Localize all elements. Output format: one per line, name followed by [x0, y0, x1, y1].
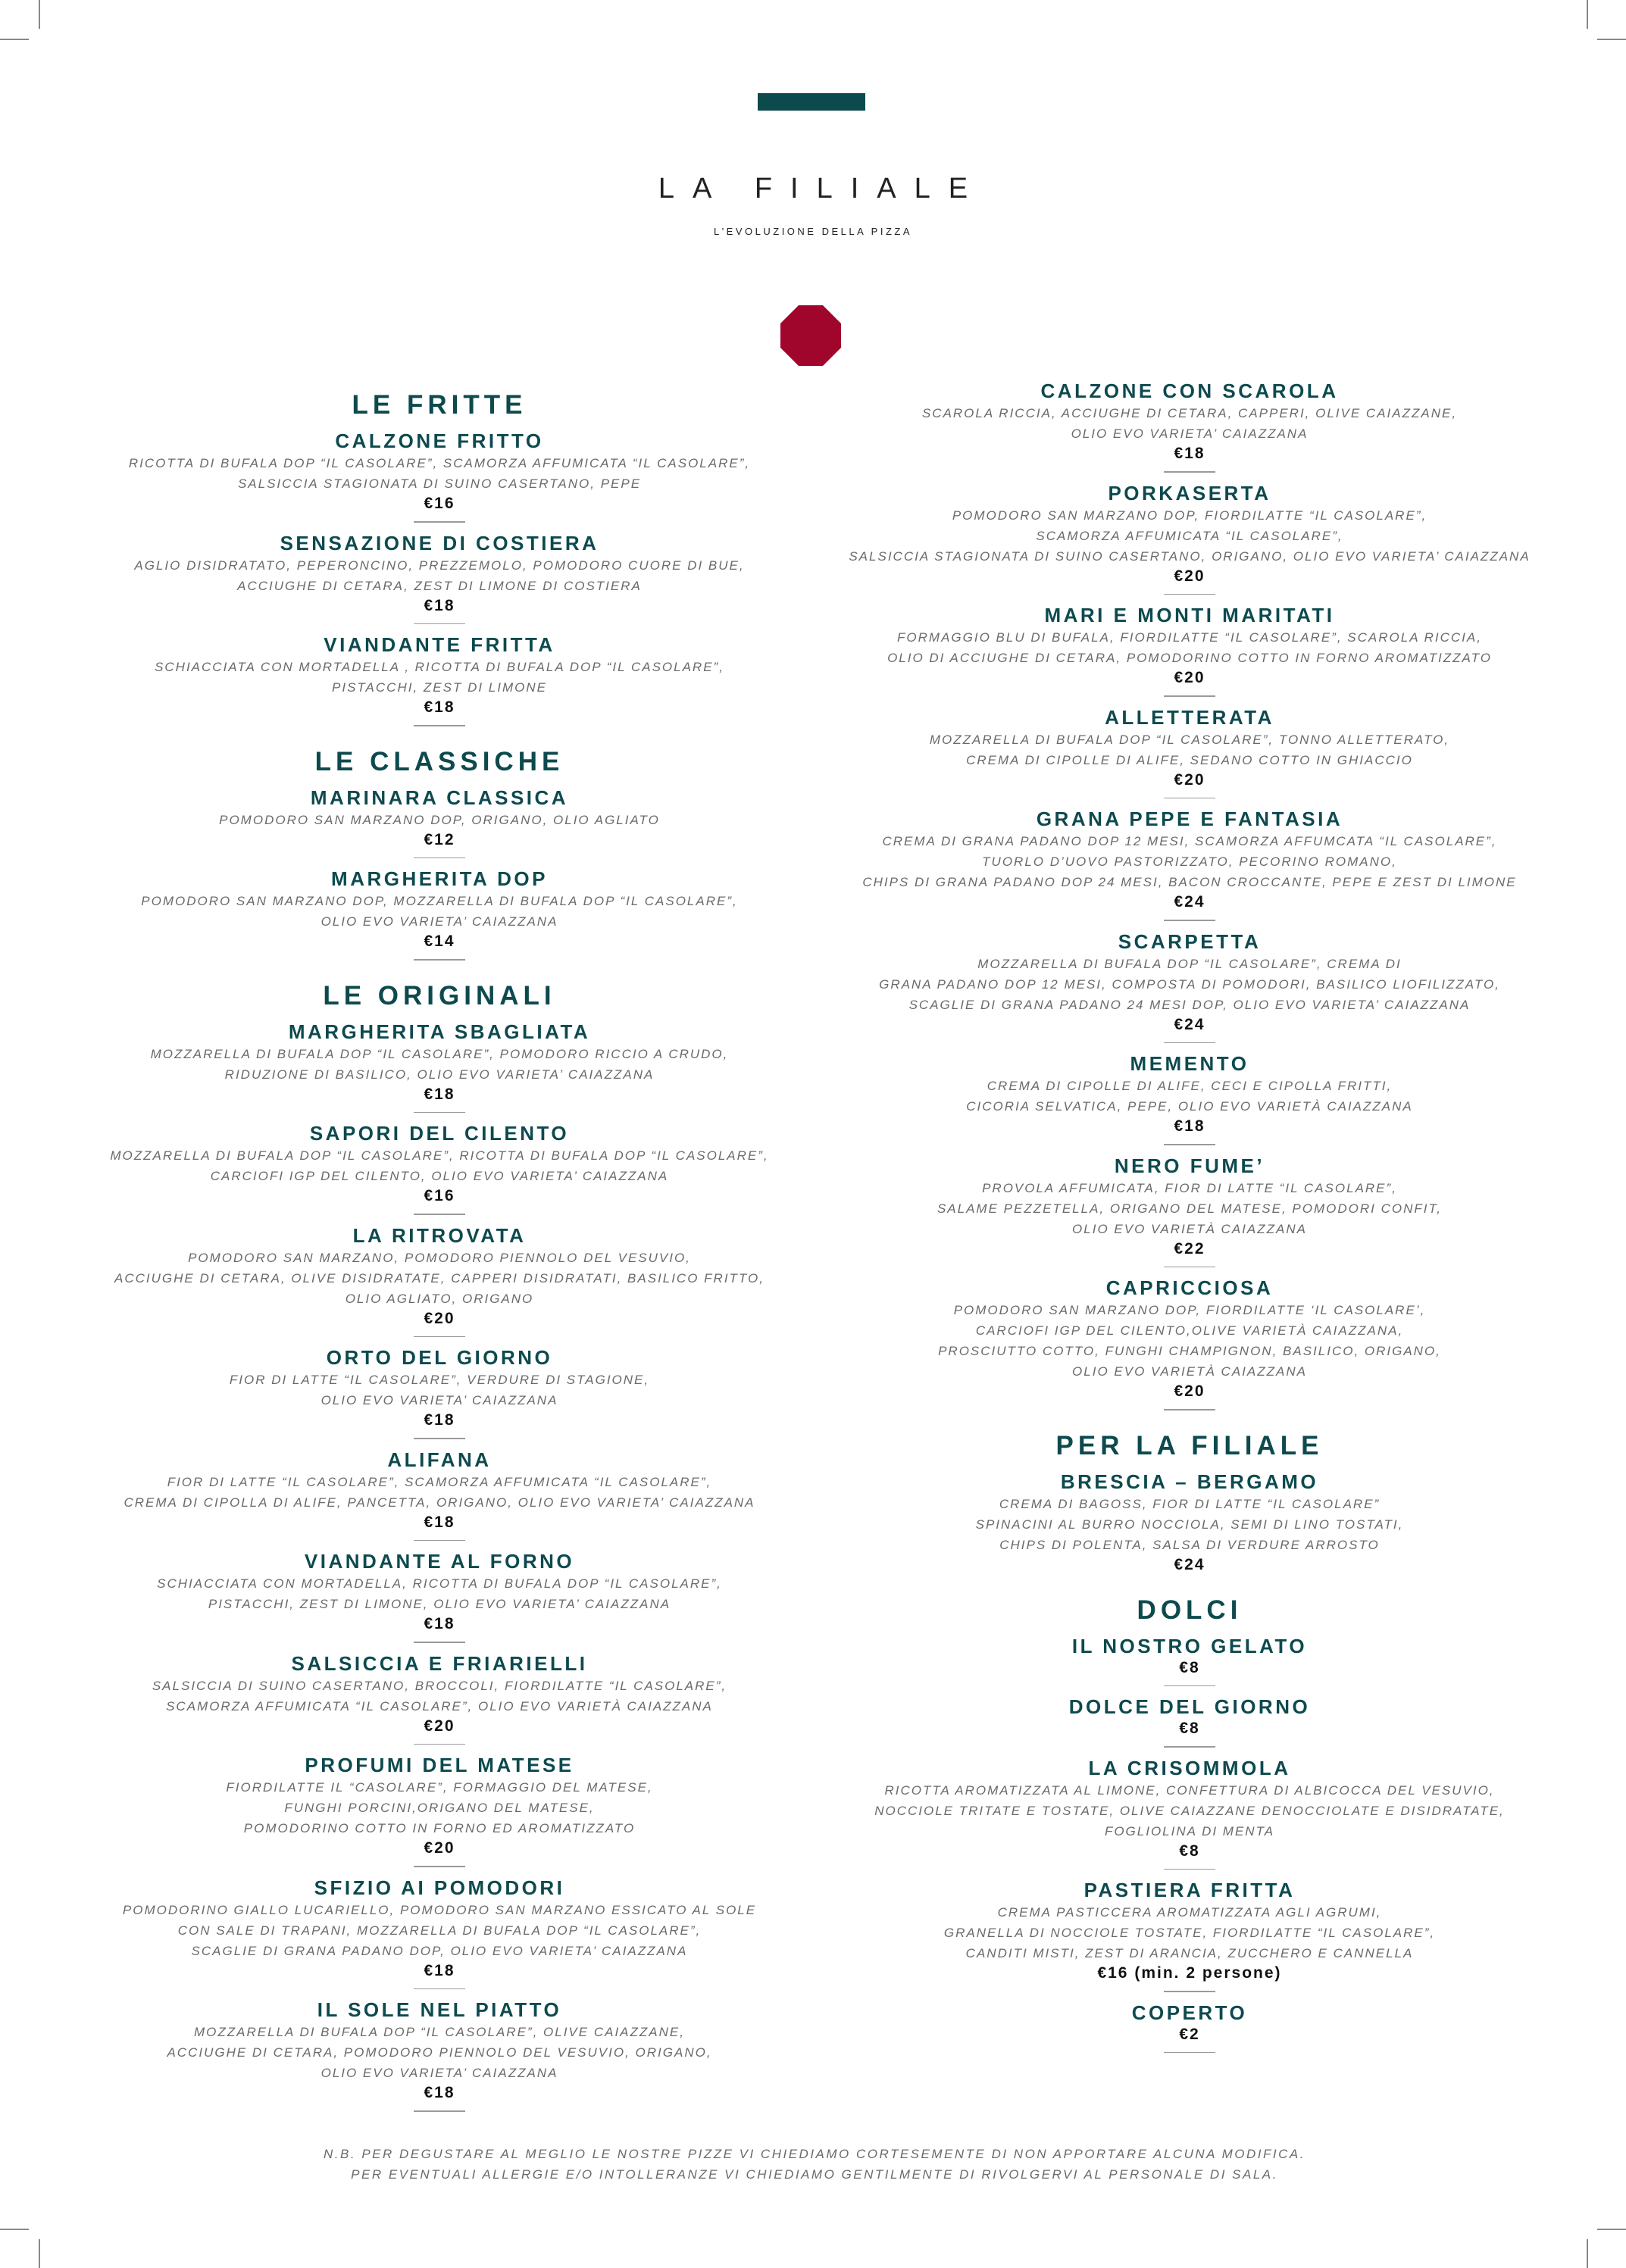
item-description-line: CHIPS DI GRANA PADANO DOP 24 MESI, BACON CROCCANTE, PEPE E ZEST DI LIMONE [862, 875, 1517, 889]
item-description-line: CHIPS DI POLENTA, SALSA DI VERDURE ARROSTO [999, 1537, 1380, 1552]
item-description-line: NOCCIOLE TRITATE E TOSTATE, OLIVE CAIAZZANE DENOCCIOLATE E DISIDRATATE, [874, 1803, 1505, 1818]
item-price: €16 [424, 1187, 455, 1204]
item-name: COPERTO [1131, 2001, 1248, 2024]
item-name: CALZONE CON SCAROLA [1040, 380, 1339, 402]
item-name: CALZONE FRITTO [335, 430, 544, 452]
item-price: €18 [1174, 1117, 1205, 1135]
item-name: MARINARA CLASSICA [310, 786, 569, 809]
divider [414, 1642, 465, 1643]
item-description-line: OLIO EVO VARIETA’ CAIAZZANA [1071, 426, 1309, 441]
item-price: €18 [424, 1961, 455, 1979]
crop-mark [39, 0, 40, 29]
crop-mark [1597, 39, 1626, 40]
brand-tagline: L'EVOLUZIONE DELLA PIZZA [713, 226, 913, 237]
item-description-line: ACCIUGHE DI CETARA, POMODORO PIENNOLO DEL VESUVIO, ORIGANO, [167, 2045, 712, 2060]
divider [414, 858, 465, 859]
item-description-line: POMODORO SAN MARZANO DOP, FIORDILATTE “IL CASOLARE”, [952, 508, 1427, 523]
item-description-line: GRANELLA DI NOCCIOLE TOSTATE, FIORDILATTE “IL CASOLARE”, [943, 1926, 1436, 1940]
item-description-line: MOZZARELLA DI BUFALA DOP “IL CASOLARE”, POMODORO RICCIO A CRUDO, [150, 1046, 729, 1061]
item-price: €18 [424, 1085, 455, 1103]
divider [1164, 594, 1215, 595]
item-name: ALIFANA [387, 1448, 492, 1471]
item-price: €16 [424, 495, 455, 512]
section-heading: PER LA FILIALE [1055, 1430, 1324, 1460]
item-price: €8 [1179, 1720, 1200, 1737]
item-description-line: SCHIACCIATA CON MORTADELLA, RICOTTA DI BUFALA DOP “IL CASOLARE”, [157, 1576, 722, 1591]
menu-item [45, 1121, 833, 1215]
menu-item [45, 867, 833, 961]
menu-item [45, 1876, 833, 1990]
menu-item [45, 1753, 833, 1867]
menu-item [788, 1695, 1591, 1748]
divider [1164, 920, 1215, 921]
item-price: €18 [1174, 445, 1205, 462]
item-name: IL SOLE NEL PIATTO [317, 1998, 562, 2021]
item-description-line: CARCIOFI IGP DEL CILENTO,OLIVE VARIETÀ CAIAZZANA, [975, 1323, 1404, 1338]
divider [1164, 1746, 1215, 1748]
item-description-line: POMODORINO COTTO IN FORNO ED AROMATIZZATO [243, 1821, 636, 1835]
item-name: LA RITROVATA [352, 1223, 527, 1247]
menu-item [788, 379, 1591, 473]
section-heading: LE ORIGINALI [323, 980, 556, 1011]
item-description-line: PISTACCHI, ZEST DI LIMONE [332, 680, 547, 695]
footer-note [0, 2144, 1626, 2185]
divider [414, 1438, 465, 1439]
divider [414, 1214, 465, 1215]
menu-item [788, 929, 1591, 1044]
item-description-line: AGLIO DISIDRATATO, PEPERONCINO, PREZZEMOLO, POMODORO CUORE DI BUE, [134, 558, 745, 573]
item-description-line: OLIO EVO VARIETA’ CAIAZZANA [321, 2066, 558, 2080]
item-name: SAPORI DEL CILENTO [309, 1122, 570, 1145]
item-description-line: POMODORO SAN MARZANO DOP, ORIGANO, OLIO AGLIATO [219, 812, 660, 827]
item-description-line: POMODORINO GIALLO LUCARIELLO, POMODORO SAN MARZANO ESSICATO AL SOLE [122, 1902, 757, 1917]
menu-item [45, 786, 833, 859]
divider [1164, 2052, 1215, 2054]
item-price: €14 [424, 933, 455, 950]
item-description-line: POMODORO SAN MARZANO DOP, MOZZARELLA DI BUFALA DOP “IL CASOLARE”, [141, 894, 738, 908]
divider [414, 1540, 465, 1542]
menu-item [788, 1878, 1591, 1992]
item-description-line: SALSICCIA STAGIONATA DI SUINO CASERTANO, ORIGANO, OLIO EVO VARIETA’ CAIAZZANA [849, 548, 1531, 564]
item-name: LA CRISOMMOLA [1088, 1756, 1291, 1779]
item-description-line: RIDUZIONE DI BASILICO, OLIO EVO VARIETA’ CAIAZZANA [224, 1067, 655, 1082]
item-description-line: FIORDILATTE IL “CASOLARE”, FORMAGGIO DEL MATESE, [226, 1780, 653, 1795]
item-price: €8 [1179, 1658, 1200, 1676]
divider [1164, 1409, 1215, 1410]
item-description-line: FIOR DI LATTE “IL CASOLARE”, VERDURE DI STAGIONE, [229, 1373, 650, 1387]
item-description-line: MOZZARELLA DI BUFALA DOP “IL CASOLARE”, CREMA DI [977, 956, 1402, 971]
menu-item [45, 1549, 833, 1643]
item-description-line: POMODORO SAN MARZANO, POMODORO PIENNOLO DEL VESUVIO, [188, 1250, 691, 1265]
item-price: €24 [1174, 1555, 1205, 1573]
item-price: €18 [424, 698, 455, 716]
item-price: €24 [1174, 1015, 1205, 1033]
item-description-line: CREMA PASTICCERA AROMATIZZATA AGLI AGRUMI, [997, 1905, 1382, 1920]
item-price: €2 [1179, 2025, 1200, 2043]
divider [1164, 1267, 1215, 1268]
item-description-line: ACCIUGHE DI CETARA, OLIVE DISIDRATATE, CAPPERI DISIDRATATI, BASILICO FRITTO, [114, 1270, 765, 1286]
item-description-line: SCAMORZA AFFUMICATA “IL CASOLARE”, [1036, 528, 1343, 543]
item-description-line: PROSCIUTTO COTTO, FUNGHI CHAMPIGNON, BASILICO, ORIGANO, [938, 1344, 1441, 1358]
item-description-line: POMODORO SAN MARZANO DOP, FIORDILATTE ‘IL CASOLARE’, [953, 1303, 1426, 1317]
section-heading: LE CLASSICHE [314, 746, 564, 776]
item-name: PROFUMI DEL MATESE [305, 1754, 574, 1776]
item-description-line: MOZZARELLA DI BUFALA DOP “IL CASOLARE”, TONNO ALLETTERATO, [929, 732, 1450, 747]
item-name: SFIZIO AI POMODORI [314, 1876, 565, 1899]
item-price: €8 [1179, 1842, 1200, 1860]
item-name: IL NOSTRO GELATO [1071, 1634, 1308, 1657]
item-description-line: SCAROLA RICCIA, ACCIUGHE DI CETARA, CAPPERI, OLIVE CAIAZZANE, [921, 406, 1458, 420]
menu-item [788, 1470, 1591, 1575]
item-name: VIANDANTE AL FORNO [304, 1550, 575, 1573]
menu-item [788, 705, 1591, 799]
item-description-line: CREMA DI CIPOLLE DI ALIFE, SEDANO COTTO IN GHIACCIO [966, 752, 1413, 767]
item-name: ALLETTERATA [1105, 705, 1274, 729]
divider [1164, 1991, 1215, 1992]
item-price: €18 [424, 2084, 455, 2101]
item-price: €20 [1174, 1382, 1205, 1400]
item-description-line: OLIO EVO VARIETA’ CAIAZZANA [321, 1393, 558, 1407]
item-name: MARI E MONTI MARITATI [1044, 604, 1335, 626]
item-name: PASTIERA FRITTA [1083, 1879, 1296, 1901]
item-name: ORTO DEL GIORNO [326, 1346, 553, 1369]
item-price: €16 (min. 2 persone) [1097, 1964, 1282, 1982]
item-price: €24 [1174, 893, 1205, 911]
menu-item [788, 1756, 1591, 1870]
item-price: €12 [424, 830, 455, 848]
divider [1164, 471, 1215, 473]
item-description-line: SALAME PEZZETELLA, ORIGANO DEL MATESE, POMODORI CONFIT, [937, 1201, 1443, 1216]
item-description-line: OLIO AGLIATO, ORIGANO [345, 1291, 534, 1306]
item-name: SENSAZIONE DI COSTIERA [280, 531, 599, 555]
divider [414, 1744, 465, 1745]
menu-item [788, 603, 1591, 697]
item-price: €20 [424, 1839, 455, 1857]
divider [414, 1866, 465, 1867]
item-price: €20 [424, 1717, 455, 1735]
item-description-line: CICORIA SELVATICA, PEPE, OLIO EVO VARIETÀ CAIAZZANA [966, 1099, 1413, 1114]
menu-item [788, 1154, 1591, 1268]
item-description-line: TUORLO D’UOVO PASTORIZZATO, PECORINO ROMANO, [982, 854, 1397, 869]
item-name: VIANDANTE FRITTA [324, 633, 555, 656]
divider [414, 959, 465, 961]
divider [414, 623, 465, 625]
item-description-line: CREMA DI CIPOLLE DI ALIFE, CECI E CIPOLLA FRITTI, [987, 1079, 1393, 1093]
crop-mark [0, 2229, 29, 2230]
divider [1164, 798, 1215, 799]
item-description-line: SCAGLIE DI GRANA PADANO DOP, OLIO EVO VARIETA’ CAIAZZANA [191, 1943, 688, 1958]
item-price: €20 [424, 1309, 455, 1327]
menu-item [45, 1998, 833, 2112]
menu-item [45, 1020, 833, 1114]
item-name: GRANA PEPE E FANTASIA [1036, 808, 1343, 830]
item-description-line: SPINACINI AL BURRO NOCCIOLA, SEMI DI LINO TOSTATI, [975, 1517, 1404, 1532]
item-description-line: OLIO EVO VARIETÀ CAIAZZANA [1072, 1364, 1307, 1379]
menu-item [45, 429, 833, 523]
item-description-line: ACCIUGHE DI CETARA, ZEST DI LIMONE DI COSTIERA [237, 578, 642, 593]
item-name: SCARPETTA [1118, 929, 1262, 953]
item-description-line: CANDITI MISTI, ZEST DI ARANCIA, ZUCCHERO E CANNELLA [965, 1946, 1414, 1960]
menu-item [45, 1345, 833, 1439]
octagon-logo-icon [780, 305, 841, 366]
section-heading: DOLCI [1137, 1595, 1243, 1625]
item-description-line: MOZZARELLA DI BUFALA DOP “IL CASOLARE”, OLIVE CAIAZZANE, [194, 2025, 685, 2039]
item-name: MARGHERITA SBAGLIATA [288, 1020, 591, 1043]
item-name: PORKASERTA [1108, 481, 1271, 505]
item-description-line: CARCIOFI IGP DEL CILENTO, OLIO EVO VARIETA’ CAIAZZANA [210, 1169, 669, 1183]
item-price: €20 [1174, 669, 1205, 686]
item-name: CAPRICCIOSA [1105, 1276, 1274, 1299]
item-description-line: FORMAGGIO BLU DI BUFALA, FIORDILATTE “IL CASOLARE”, SCAROLA RICCIA, [897, 630, 1482, 645]
item-description-line: CON SALE DI TRAPANI, MOZZARELLA DI BUFALA DOP “IL CASOLARE”, [177, 1923, 702, 1938]
item-name: BRESCIA – BERGAMO [1060, 1470, 1319, 1493]
item-description-line: CREMA DI BAGOSS, FIOR DI LATTE “IL CASOLARE” [999, 1496, 1381, 1511]
item-name: MEMENTO [1130, 1052, 1249, 1075]
item-name: MARGHERITA DOP [331, 867, 548, 890]
crop-mark [1587, 2239, 1588, 2268]
menu-item [45, 1448, 833, 1542]
footer-line: N.B. PER DEGUSTARE AL MEGLIO LE NOSTRE PIZZE VI CHIEDIAMO CORTESEMENTE DI NON APPORTARE ALCUNA MODIFICA. [324, 2147, 1305, 2161]
brand-title: LA FILIALE [658, 173, 987, 205]
item-description-line: RICOTTA DI BUFALA DOP “IL CASOLARE”, SCAMORZA AFFUMICATA “IL CASOLARE”, [128, 456, 751, 470]
item-price: €18 [424, 596, 455, 614]
item-name: SALSICCIA E FRIARIELLI [291, 1651, 588, 1675]
divider [414, 1336, 465, 1338]
divider [1164, 695, 1215, 697]
item-price: €18 [424, 1513, 455, 1531]
item-description-line: CREMA DI GRANA PADANO DOP 12 MESI, SCAMORZA AFFUMCATA “IL CASOLARE”, [882, 834, 1497, 848]
item-description-line: SCAGLIE DI GRANA PADANO 24 MESI DOP, OLIO EVO VARIETA’ CAIAZZANA [908, 997, 1471, 1012]
section-heading: LE FRITTE [352, 390, 527, 420]
item-price: €18 [424, 1615, 455, 1632]
divider [1164, 1042, 1215, 1044]
divider [414, 1988, 465, 1990]
divider [414, 521, 465, 523]
menu-item [45, 531, 833, 625]
item-description-line: MOZZARELLA DI BUFALA DOP “IL CASOLARE”, RICOTTA DI BUFALA DOP “IL CASOLARE”, [110, 1148, 769, 1163]
item-name: NERO FUME’ [1114, 1154, 1265, 1177]
footer-line: PER EVENTUALI ALLERGIE E/O INTOLLERANZE VI CHIEDIAMO GENTILMENTE DI RIVOLGERVI AL PERSONALE DI SALA. [351, 2167, 1278, 2182]
item-description-line: RICOTTA AROMATIZZATA AL LIMONE, CONFETTURA DI ALBICOCCA DEL VESUVIO, [884, 1782, 1495, 1798]
item-price: €22 [1174, 1239, 1205, 1257]
divider [1164, 1685, 1215, 1687]
item-description-line: SALSICCIA DI SUINO CASERTANO, BROCCOLI, FIORDILATTE “IL CASOLARE”, [152, 1678, 727, 1693]
item-description-line: FIOR DI LATTE “IL CASOLARE”, SCAMORZA AFFUMICATA “IL CASOLARE”, [167, 1474, 712, 1489]
menu-item [788, 1276, 1591, 1410]
menu-column-right [788, 379, 1591, 2061]
item-description-line: OLIO DI ACCIUGHE DI CETARA, POMODORINO COTTO IN FORNO AROMATIZZATO [887, 651, 1492, 665]
item-description-line: GRANA PADANO DOP 12 MESI, COMPOSTA DI POMODORI, BASILICO LIOFILIZZATO, [879, 976, 1500, 992]
divider [1164, 1144, 1215, 1145]
header-accent-bar [758, 93, 865, 111]
item-description-line: FOGLIOLINA DI MENTA [1104, 1823, 1275, 1838]
menu-item [45, 1651, 833, 1745]
menu-item [788, 1634, 1591, 1687]
divider [1164, 1869, 1215, 1870]
menu-item [45, 1223, 833, 1338]
item-description-line: CREMA DI CIPOLLA DI ALIFE, PANCETTA, ORIGANO, OLIO EVO VARIETA’ CAIAZZANA [124, 1495, 755, 1510]
divider [414, 1112, 465, 1114]
item-description-line: PISTACCHI, ZEST DI LIMONE, OLIO EVO VARIETA’ CAIAZZANA [208, 1597, 671, 1611]
menu-column-left [45, 386, 833, 2120]
item-description-line: SCAMORZA AFFUMICATA “IL CASOLARE”, OLIO EVO VARIETÀ CAIAZZANA [166, 1698, 713, 1713]
item-description-line: FUNGHI PORCINI,ORIGANO DEL MATESE, [284, 1801, 595, 1815]
menu-item [788, 1051, 1591, 1145]
item-description-line: OLIO EVO VARIETÀ CAIAZZANA [1072, 1221, 1307, 1236]
crop-mark [0, 39, 29, 40]
item-description-line: OLIO EVO VARIETA’ CAIAZZANA [321, 914, 558, 929]
item-description-line: PROVOLA AFFUMICATA, FIOR DI LATTE “IL CASOLARE”, [982, 1180, 1397, 1195]
item-description-line: SALSICCIA STAGIONATA DI SUINO CASERTANO, PEPE [237, 476, 642, 491]
divider [414, 725, 465, 726]
crop-mark [1587, 0, 1588, 29]
menu-item [788, 2001, 1591, 2054]
menu-item [45, 633, 833, 726]
item-price: €20 [1174, 770, 1205, 789]
item-price: €18 [424, 1411, 455, 1429]
item-name: DOLCE DEL GIORNO [1068, 1695, 1311, 1718]
menu-item [788, 481, 1591, 595]
item-description-line: SCHIACCIATA CON MORTADELLA , RICOTTA DI BUFALA DOP “IL CASOLARE”, [155, 660, 724, 674]
item-price: €20 [1174, 567, 1205, 585]
menu-item [788, 807, 1591, 921]
crop-mark [1597, 2229, 1626, 2230]
crop-mark [39, 2239, 40, 2268]
divider [414, 2110, 465, 2112]
